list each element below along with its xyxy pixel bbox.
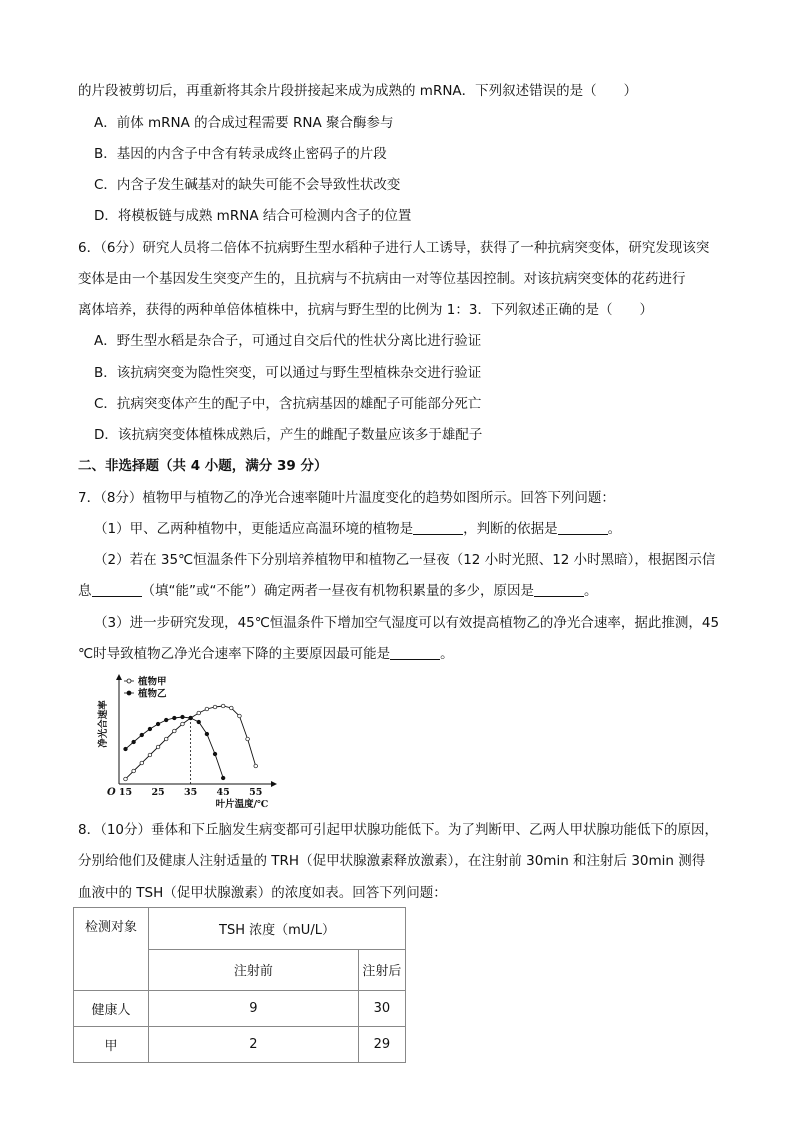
data-point <box>181 722 185 726</box>
x-axis-arrow <box>271 781 277 787</box>
section-heading: 二、非选择题（共 4 小题，满分 39 分） <box>78 458 328 474</box>
data-point <box>254 764 258 768</box>
tsh-table <box>73 907 406 1063</box>
q7-part2-text-c: （填“能”或“不能”）确定两者一昼夜有机物积累量的多少，原因是 <box>141 583 534 599</box>
data-point <box>213 705 217 709</box>
q5-option-c: C．内含子发生碱基对的缺失可能不会导致性状改变 <box>94 177 401 193</box>
data-point <box>164 718 168 722</box>
q8-stem-line3: 血液中的 TSH（促甲状腺激素）的浓度如表。回答下列问题： <box>78 885 447 901</box>
table-header-subject: 检测对象 <box>74 908 149 991</box>
table-cell-subject: 健康人 <box>74 991 149 1027</box>
q7-part3-line1: （3）进一步研究发现，45℃恒温条件下增加空气湿度可以有效提高植物乙的净光合速率，据此推测，45 <box>94 615 720 631</box>
q6-stem-line2: 变体是由一个基因发生突变产生的，且抗病与不抗病由一对等位基因控制。对该抗病突变体的花药进行 <box>78 271 686 287</box>
legend-marker <box>127 679 131 683</box>
answer-blank <box>92 582 142 597</box>
answer-blank <box>413 520 463 535</box>
data-point <box>238 714 242 718</box>
origin-label: O <box>107 787 116 798</box>
q7-part1-text-a: （1）甲、乙两种植物中，更能适应高温环境的植物是 <box>94 521 414 537</box>
q6-option-a: A．野生型水稻是杂合子，可通过自交后代的性状分离比进行验证 <box>94 333 482 349</box>
y-axis-arrow <box>116 674 122 680</box>
q6-stem-line3: 离体培养，获得的两种单倍体植株中，抗病与野生型的比例为 1：3．下列叙述正确的是（ ） <box>78 302 653 318</box>
q6-stem-line1: 6．（6分）研究人员将二倍体不抗病野生型水稻种子进行人工诱导，获得了一种抗病突变体，研究发现该突 <box>78 240 710 256</box>
data-point <box>197 720 201 724</box>
answer-blank <box>390 645 440 660</box>
data-point <box>221 704 225 708</box>
q7-part1-text-c: 。 <box>607 521 622 537</box>
data-point <box>124 747 128 751</box>
y-axis-label: 净光合速率 <box>98 700 109 748</box>
data-point <box>205 732 209 736</box>
q7-part3-line2 <box>78 645 454 663</box>
x-tick-label: 45 <box>216 787 230 798</box>
q7-part2-text-d: 。 <box>583 583 598 599</box>
table-cell-before: 9 <box>149 991 359 1027</box>
q7-part3-text-c: 。 <box>440 646 454 662</box>
data-point <box>156 745 160 749</box>
data-point <box>230 706 234 710</box>
q7-part2-line1: （2）若在 35℃恒温条件下分别培养植物甲和植物乙一昼夜（12 小时光照、12 小时黑暗），根据图示信 <box>94 552 716 568</box>
x-tick-label: 35 <box>183 787 198 798</box>
x-tick-label: 55 <box>249 787 263 798</box>
q7-part3-text-b: ℃时导致植物乙净光合速率下降的主要原因最可能是 <box>78 646 391 662</box>
data-point <box>132 769 136 773</box>
q7-part2-line2 <box>78 582 597 600</box>
data-point <box>221 776 225 780</box>
data-point <box>140 761 144 765</box>
q6-option-d: D．该抗病突变体植株成熟后，产生的雌配子数量应该多于雄配子 <box>94 427 483 443</box>
data-point <box>197 711 201 715</box>
q7-part1-text-b: ，判断的依据是 <box>463 521 558 537</box>
data-point <box>189 716 193 720</box>
q8-stem-line1: 8．（10分）垂体和下丘脑发生病变都可引起甲状腺功能低下。为了判断甲、乙两人甲状腺功能低下的原因， <box>78 822 719 838</box>
data-point <box>156 722 160 726</box>
q5-option-a: A．前体 mRNA 的合成过程需要 RNA 聚合酶参与 <box>94 115 394 131</box>
table-subheader-before: 注射前 <box>149 949 359 991</box>
data-point <box>173 716 177 720</box>
table-header-tsh: TSH 浓度（mU/L） <box>149 908 406 950</box>
q7-stem: 7．（8分）植物甲与植物乙的净光合速率随叶片温度变化的趋势如图所示。回答下列问题： <box>78 490 615 506</box>
data-point <box>148 727 152 731</box>
data-point <box>205 707 209 711</box>
table-cell-before: 2 <box>149 1027 359 1063</box>
data-point <box>140 733 144 737</box>
q5-stem-continuation: 的片段被剪切后，再重新将其余片段拼接起来成为成熟的 mRNA．下列叙述错误的是（ ） <box>78 83 638 99</box>
series-line <box>126 717 224 778</box>
data-point <box>173 729 177 733</box>
table-cell-after: 29 <box>358 1027 405 1063</box>
x-axis-label: 叶片温度/℃ <box>215 799 269 810</box>
q6-option-c: C．抗病突变体产生的配子中，含抗病基因的雄配子可能部分死亡 <box>94 396 482 412</box>
data-point <box>132 740 136 744</box>
x-tick-label: 15 <box>118 787 133 798</box>
legend-marker <box>127 691 131 695</box>
data-point <box>148 753 152 757</box>
answer-blank <box>534 582 584 597</box>
data-point <box>213 752 217 756</box>
answer-blank <box>558 520 608 535</box>
photosynthesis-chart <box>90 672 280 812</box>
q5-option-b: B．基因的内含子中含有转录成终止密码子的片段 <box>94 146 387 162</box>
table-subheader-after: 注射后 <box>358 949 405 991</box>
data-point <box>124 777 128 781</box>
table-cell-after: 30 <box>358 991 405 1027</box>
data-point <box>246 737 250 741</box>
x-tick-label: 25 <box>151 787 165 798</box>
legend-label: 植物乙 <box>138 688 167 700</box>
table-cell-subject: 甲 <box>74 1027 149 1063</box>
q5-option-d: D．将模板链与成熟 mRNA 结合可检测内含子的位置 <box>94 208 412 224</box>
q7-part2-text-b: 息 <box>78 583 92 599</box>
table-row <box>74 1027 406 1063</box>
data-point <box>181 715 185 719</box>
table-row <box>74 991 406 1027</box>
q6-option-b: B．该抗病突变为隐性突变，可以通过与野生型植株杂交进行验证 <box>94 365 482 381</box>
q7-part1 <box>94 520 621 538</box>
q8-stem-line2: 分别给他们及健康人注射适量的 TRH（促甲状腺激素释放激素），在注射前 30min 和注射后 30min 测得 <box>78 853 706 869</box>
data-point <box>164 737 168 741</box>
legend-label: 植物甲 <box>138 676 167 688</box>
